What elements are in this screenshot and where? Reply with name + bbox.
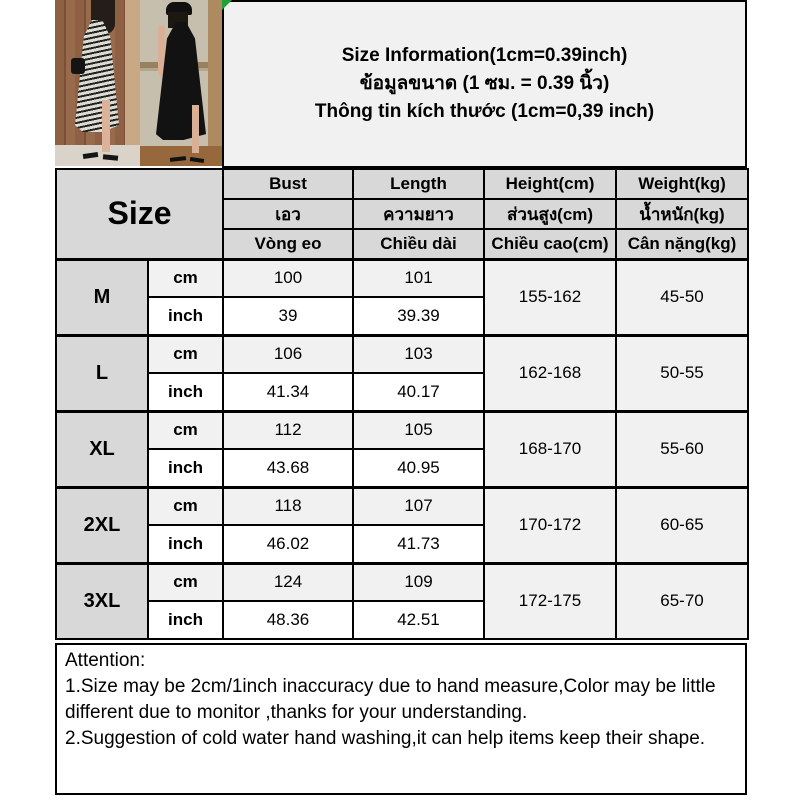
height-range: 172-175 xyxy=(484,563,616,639)
product-photo-black-dress xyxy=(140,0,222,166)
length-inch-value: 42.51 xyxy=(353,601,484,639)
height-range: 155-162 xyxy=(484,259,616,335)
attention-item-1: 1.Size may be 2cm/1inch inaccuracy due to hand measure,Color may be little different due to monitor ,thanks for your understanding. xyxy=(65,676,716,723)
length-cm-value: 109 xyxy=(353,563,484,601)
length-cm-value: 101 xyxy=(353,259,484,297)
size-label-l: L xyxy=(56,335,148,411)
length-inch-value: 40.17 xyxy=(353,373,484,411)
unit-label-cm: cm xyxy=(148,563,223,601)
bust-cm-value: 118 xyxy=(223,487,353,525)
size-column-header: Size xyxy=(56,169,223,259)
length-header-en: Length xyxy=(353,169,484,199)
attention-item-2: 2.Suggestion of cold water hand washing,it can help items keep their shape. xyxy=(65,728,706,749)
model-leg xyxy=(102,100,110,152)
length-inch-value: 39.39 xyxy=(353,297,484,335)
bust-header-en: Bust xyxy=(223,169,353,199)
weight-header-en: Weight(kg) xyxy=(616,169,748,199)
bust-cm-value: 112 xyxy=(223,411,353,449)
length-inch-value: 40.95 xyxy=(353,449,484,487)
unit-label-cm: cm xyxy=(148,259,223,297)
size-label-2xl: 2XL xyxy=(56,487,148,563)
size-table xyxy=(55,168,749,640)
bust-inch-value: 46.02 xyxy=(223,525,353,563)
length-cm-value: 105 xyxy=(353,411,484,449)
product-photo-striped-dress xyxy=(55,0,140,166)
size-information-title xyxy=(222,0,747,168)
size-label-3xl: 3XL xyxy=(56,563,148,639)
unit-label-inch: inch xyxy=(148,373,223,411)
height-header-th: ส่วนสูง(cm) xyxy=(484,199,616,229)
attention-notes xyxy=(55,643,747,795)
length-inch-value: 41.73 xyxy=(353,525,484,563)
unit-label-inch: inch xyxy=(148,297,223,335)
title-vietnamese: Thông tin kích thước (1cm=0,39 inch) xyxy=(314,101,655,122)
weight-range: 45-50 xyxy=(616,259,748,335)
weight-range: 65-70 xyxy=(616,563,748,639)
weight-header-th: น้ำหนัก(kg) xyxy=(616,199,748,229)
length-header-vi: Chiều dài xyxy=(353,229,484,259)
unit-label-cm: cm xyxy=(148,487,223,525)
weight-range: 60-65 xyxy=(616,487,748,563)
unit-label-inch: inch xyxy=(148,601,223,639)
height-header-en: Height(cm) xyxy=(484,169,616,199)
model-leg xyxy=(192,105,199,153)
bust-inch-value: 43.68 xyxy=(223,449,353,487)
height-range: 162-168 xyxy=(484,335,616,411)
bust-header-th: เอว xyxy=(223,199,353,229)
length-header-th: ความยาว xyxy=(353,199,484,229)
bust-cm-value: 124 xyxy=(223,563,353,601)
unit-label-inch: inch xyxy=(148,525,223,563)
height-range: 170-172 xyxy=(484,487,616,563)
striped-dress-silhouette xyxy=(75,20,119,132)
weight-range: 55-60 xyxy=(616,411,748,487)
unit-label-inch: inch xyxy=(148,449,223,487)
green-corner-marker-icon xyxy=(222,0,232,10)
size-label-m: M xyxy=(56,259,148,335)
bust-inch-value: 39 xyxy=(223,297,353,335)
weight-header-vi: Cân nặng(kg) xyxy=(616,229,748,259)
length-cm-value: 107 xyxy=(353,487,484,525)
title-english: Size Information(1cm=0.39inch) xyxy=(341,45,628,66)
weight-range: 50-55 xyxy=(616,335,748,411)
height-range: 168-170 xyxy=(484,411,616,487)
photo-wall-panel xyxy=(125,0,140,145)
title-thai: ข้อมูลขนาด (1 ซม. = 0.39 นิ้ว) xyxy=(359,73,610,94)
handbag xyxy=(71,58,85,74)
bust-header-vi: Vòng eo xyxy=(223,229,353,259)
bust-cm-value: 106 xyxy=(223,335,353,373)
bust-cm-value: 100 xyxy=(223,259,353,297)
unit-label-cm: cm xyxy=(148,335,223,373)
bust-inch-value: 48.36 xyxy=(223,601,353,639)
size-label-xl: XL xyxy=(56,411,148,487)
unit-label-cm: cm xyxy=(148,411,223,449)
bust-inch-value: 41.34 xyxy=(223,373,353,411)
attention-heading: Attention: xyxy=(65,650,146,671)
photo-wood-column xyxy=(208,0,222,166)
height-header-vi: Chiều cao(cm) xyxy=(484,229,616,259)
length-cm-value: 103 xyxy=(353,335,484,373)
